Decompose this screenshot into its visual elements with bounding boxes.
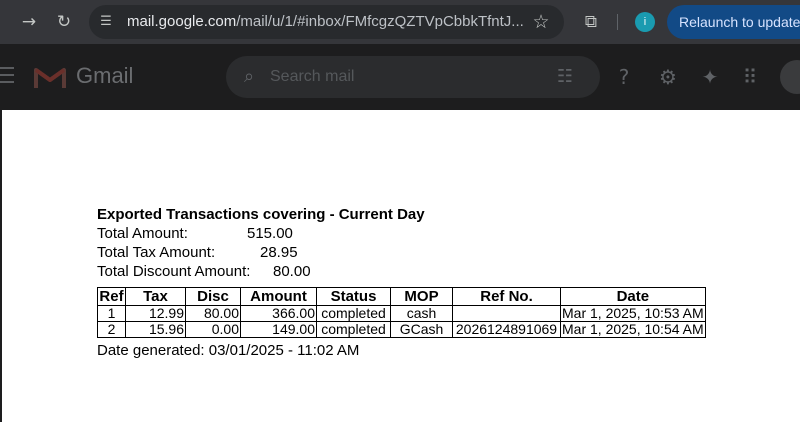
url-path: /mail/u/1/#inbox/FMfcgzQZTVpCbbkTfntJ... bbox=[236, 13, 524, 30]
total-tax-label: Total Tax Amount: bbox=[97, 244, 216, 261]
column-header: Date bbox=[561, 288, 706, 306]
total-discount-label: Total Discount Amount: bbox=[97, 263, 251, 280]
gmail-wordmark: Gmail bbox=[76, 63, 134, 88]
total-discount-value: 80.00 bbox=[273, 263, 311, 280]
reload-icon[interactable]: ↻ bbox=[56, 12, 72, 32]
url-text[interactable] bbox=[127, 5, 527, 39]
cell-mop: cash bbox=[391, 306, 453, 322]
total-tax-value: 28.95 bbox=[260, 244, 298, 261]
table-row bbox=[98, 306, 706, 322]
total-amount-row bbox=[97, 224, 425, 243]
cell-status: completed bbox=[317, 322, 391, 338]
site-settings-icon[interactable]: ☰ bbox=[100, 14, 112, 29]
filter-icon[interactable]: ☷ bbox=[556, 66, 574, 87]
transactions-table bbox=[97, 287, 706, 338]
search-input[interactable]: Search mail bbox=[270, 68, 355, 85]
table-row bbox=[98, 322, 706, 338]
column-header: Tax bbox=[126, 288, 186, 306]
total-tax-row bbox=[97, 243, 425, 262]
cell-date: Mar 1, 2025, 10:53 AM bbox=[562, 305, 704, 321]
toolbar-divider bbox=[617, 14, 618, 30]
date-generated: Date generated: 03/01/2025 - 11:02 AM bbox=[97, 342, 360, 359]
address-bar[interactable] bbox=[89, 5, 564, 39]
search-bar[interactable] bbox=[226, 56, 600, 98]
cell-tax: 12.99 bbox=[126, 306, 186, 322]
cell-disc: 80.00 bbox=[186, 306, 241, 322]
cell-tax: 15.96 bbox=[126, 322, 186, 338]
cell-date: Mar 1, 2025, 10:54 AM bbox=[562, 321, 704, 337]
relaunch-button[interactable]: Relaunch to update bbox=[667, 5, 800, 39]
cell-disc: 0.00 bbox=[186, 322, 241, 338]
column-header: Amount bbox=[241, 288, 317, 306]
extensions-icon[interactable]: ⧉ bbox=[584, 12, 598, 32]
url-host: mail.google.com bbox=[127, 13, 237, 30]
gemini-icon[interactable]: ✦ bbox=[701, 65, 719, 89]
cell-amount: 366.00 bbox=[241, 306, 317, 322]
column-header: Disc bbox=[186, 288, 241, 306]
account-avatar[interactable] bbox=[780, 60, 800, 94]
total-amount-value: 515.00 bbox=[247, 225, 293, 242]
cell-ref: 1 bbox=[98, 306, 126, 322]
bookmark-star-icon[interactable]: ☆ bbox=[532, 11, 550, 33]
gmail-header bbox=[0, 44, 800, 110]
cell-mop: GCash bbox=[391, 322, 453, 338]
column-header: MOP bbox=[391, 288, 453, 306]
column-header: Ref bbox=[99, 288, 124, 305]
cell-ref: 2 bbox=[98, 322, 126, 338]
column-header: Status bbox=[317, 288, 391, 306]
cell-ref-no: 2026124891069 bbox=[453, 322, 561, 338]
print-preview-page bbox=[0, 110, 800, 422]
settings-icon[interactable]: ⚙ bbox=[659, 65, 677, 89]
search-icon[interactable]: ⌕ bbox=[243, 66, 255, 87]
apps-icon[interactable]: ⠿ bbox=[742, 65, 758, 89]
browser-toolbar bbox=[0, 0, 800, 44]
column-header: Ref No. bbox=[453, 288, 561, 306]
report-title: Exported Transactions covering - Current Day bbox=[97, 206, 425, 223]
table-header-row bbox=[98, 288, 706, 306]
gmail-logo-icon[interactable] bbox=[34, 64, 66, 89]
help-icon[interactable]: ? bbox=[618, 65, 630, 89]
forward-arrow-icon[interactable]: → bbox=[21, 12, 37, 32]
cell-ref-no bbox=[453, 306, 561, 322]
cell-amount: 149.00 bbox=[241, 322, 317, 338]
menu-icon[interactable] bbox=[0, 67, 14, 85]
total-discount-row bbox=[97, 262, 425, 281]
total-amount-label: Total Amount: bbox=[97, 225, 188, 242]
cell-status: completed bbox=[317, 306, 391, 322]
report-summary bbox=[97, 205, 425, 281]
profile-avatar[interactable]: i bbox=[635, 12, 655, 32]
